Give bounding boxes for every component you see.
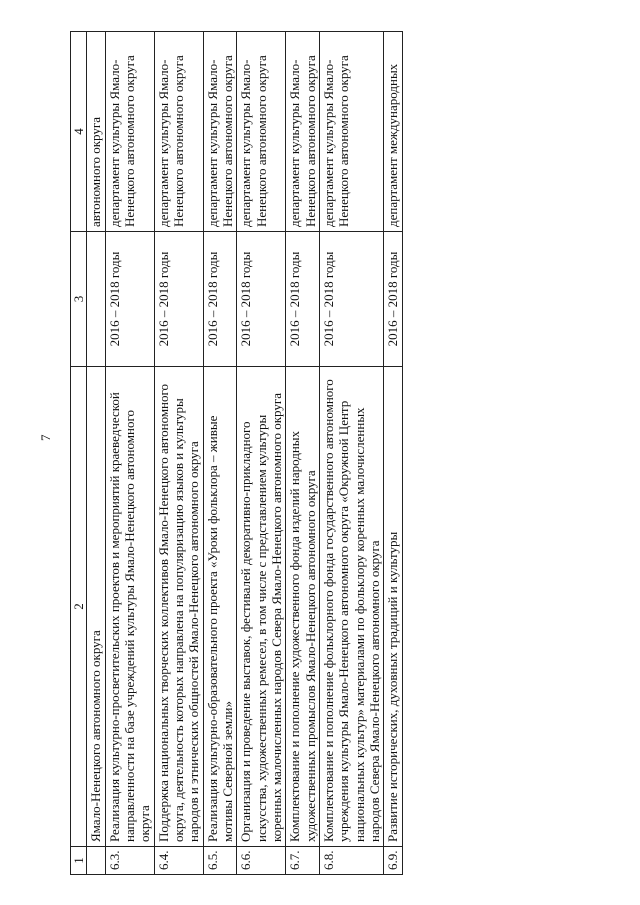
row-executor: департамент культуры Ямало-Ненецкого автономного округа <box>319 32 383 232</box>
table-row <box>286 32 320 875</box>
row-period: 2016 – 2018 годы <box>384 232 402 367</box>
row-period: 2016 – 2018 годы <box>203 232 237 367</box>
measures-table <box>70 31 403 875</box>
header-col-1: 1 <box>71 847 87 875</box>
row-executor: департамент культуры Ямало-Ненецкого автономного округа <box>237 32 286 232</box>
row-text: Комплектование и пополнение фольклорного фонда государственного автономного учреждения культуры Ямало-Ненецкого автономного округа «Окружной Центр национальных культур» материалами по фольклору коренных малочисленных народов Севера Ямало-Ненецкого автономного округа <box>319 367 383 847</box>
row-number: 6.8. <box>319 847 383 875</box>
row-executor: департамент культуры Ямало-Ненецкого автономного округа <box>286 32 320 232</box>
row-period: 2016 – 2018 годы <box>105 232 154 367</box>
row-number: 6.6. <box>237 847 286 875</box>
continuation-text: Ямало-Ненецкого автономного округа <box>87 367 105 847</box>
header-col-3: 3 <box>71 232 87 367</box>
row-text: Реализация культурно-образовательного проекта «Уроки фольклора – живые мотивы Северной земли» <box>203 367 237 847</box>
table-row <box>105 32 154 875</box>
table-row <box>237 32 286 875</box>
row-number: 6.9. <box>384 847 402 875</box>
table-row <box>319 32 383 875</box>
row-text: Реализация культурно-просветительских проектов и мероприятий краеведческой направленности на базе учреждений культуры Ямало-Ненецкого автономного округа <box>105 367 154 847</box>
row-executor: департамент культуры Ямало-Ненецкого автономного округа <box>105 32 154 232</box>
row-text: Комплектование и пополнение художественного фонда изделий народных художественных промыслов Ямало-Ненецкого автономного округа <box>286 367 320 847</box>
row-executor: департамент культуры Ямало-Ненецкого автономного округа <box>203 32 237 232</box>
row-executor: департамент культуры Ямало-Ненецкого автономного округа <box>154 32 203 232</box>
header-col-2: 2 <box>71 367 87 847</box>
continuation-executor: автономного округа <box>87 32 105 232</box>
header-col-4: 4 <box>71 32 87 232</box>
row-number: 6.3. <box>105 847 154 875</box>
row-period: 2016 – 2018 годы <box>319 232 383 367</box>
table-row <box>384 32 402 875</box>
table-row <box>154 32 203 875</box>
row-period: 2016 – 2018 годы <box>237 232 286 367</box>
row-executor: департамент международных <box>384 32 402 232</box>
row-text: Организация и проведение выставок, фестивалей декоративно-прикладного искусства, художественных ремесел, в том числе с представлением культуры коренных малочисленных народов Севера Ямало-Ненецкого автономного округа <box>237 367 286 847</box>
row-period: 2016 – 2018 годы <box>154 232 203 367</box>
row-text: Поддержка национальных творческих коллективов Ямало-Ненецкого автономного округа, деятельность которых направлена на популяризацию языков и культуры народов и этнических общностей Ямало-Ненецкого автономного округа <box>154 367 203 847</box>
row-number: 6.5. <box>203 847 237 875</box>
row-number: 6.7. <box>286 847 320 875</box>
row-period: 2016 – 2018 годы <box>286 232 320 367</box>
header-row <box>71 32 87 875</box>
row-number: 6.4. <box>154 847 203 875</box>
continuation-row <box>87 32 105 875</box>
row-text: Развитие исторических, духовных традиций и культуры <box>384 367 402 847</box>
rotated-page <box>70 32 610 875</box>
table-row <box>203 32 237 875</box>
page-number: 7 <box>38 434 53 441</box>
